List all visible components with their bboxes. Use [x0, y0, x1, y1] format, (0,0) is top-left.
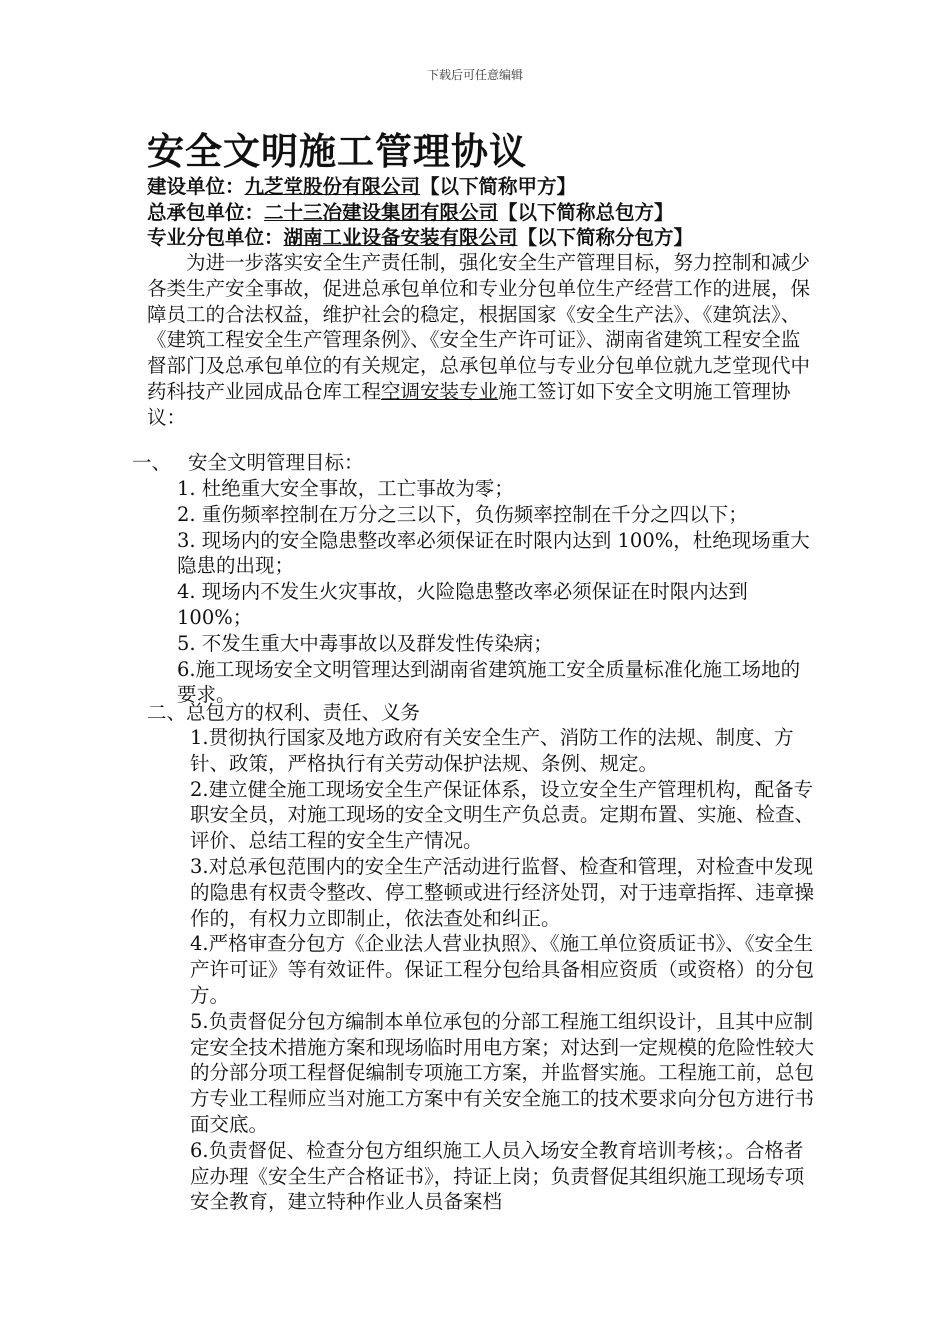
- party-role: 建设单位：: [147, 175, 245, 198]
- intro-paragraph: [147, 250, 817, 431]
- party-role: 专业分包单位：: [147, 226, 284, 249]
- section-title: 安全文明管理目标：: [188, 451, 364, 474]
- party-name: 湖南工业设备安装有限公司: [283, 226, 518, 249]
- list-item: 5.负责督促分包方编制本单位承包的分部工程施工组织设计，且其中应制定安全技术措施方案和现场临时用电方案；对达到一定规模的危险性较大的分部分项工程督促编制专项施工方案，并监督实施。工程施工前，总包方专业工程师应当对施工方案中有关安全施工的技术要求向分包方进行书面交底。: [190, 1009, 815, 1136]
- list-item: 3.对总承包范围内的安全生产活动进行监督、检查和管理，对检查中发现的隐患有权责令整改、停工整顿或进行经济处罚，对于违章指挥、违章操作的，有权力立即制止，依法查处和纠正。: [190, 854, 815, 930]
- intro-text: 为进一步落实安全生产责任制，强化安全生产管理目标，努力控制和减少各类生产安全事故，促进总承包单位和专业分包单位生产经营工作的进展，保障员工的合法权益，维护社会的稳定，根据国家《安全生产法》、《建筑法》、《建筑工程安全生产管理条例》、《安全生产许可证》、湖南省建筑工程安全监督部门及总承包单位的有关规定，总承包单位与专业分包单位就九芝堂现代中药科技产业园成品仓库工程: [147, 251, 811, 403]
- list-item: 4.严格审查分包方《企业法人营业执照》、《施工单位资质证书》、《安全生产许可证》等有效证件。保证工程分包给具备相应资质（或资格）的分包方。: [190, 932, 815, 1007]
- party-alias: 【以下简称分包方】: [517, 226, 694, 249]
- party-role: 总承包单位：: [147, 201, 265, 224]
- list-item: 6.施工现场安全文明管理达到湖南省建筑施工安全质量标准化施工场地的要求。: [177, 657, 801, 707]
- list-item: 1.贯彻执行国家及地方政府有关安全生产、消防工作的法规、制度、方针、政策，严格执行有关劳动保护法规、条例、规定。: [190, 726, 794, 775]
- section-1-heading: [132, 450, 364, 476]
- list-item: 3. 现场内的安全隐患整改率必须保证在时限内达到 100%，杜绝现场重大隐患的出现；: [177, 528, 810, 578]
- section-2-heading: 二、总包方的权利、责任、义务: [147, 701, 421, 724]
- party-name: 九芝堂股份有限公司: [244, 175, 421, 198]
- section-number: 一、: [132, 451, 172, 474]
- party-general-contractor: [147, 200, 674, 226]
- intro-text-end: 施工签订如下安全文明施工管理协议：: [147, 379, 791, 429]
- party-subcontractor: [147, 225, 693, 251]
- intro-underlined-scope: 空调安装专业: [381, 379, 499, 403]
- list-item: 6.负责督促、检查分包方组织施工人员入场安全教育培训考核；。合格者应办理《安全生产合格证书》，持证上岗；负责督促其组织施工现场专项安全教育，建立特种作业人员备案档: [190, 1138, 805, 1214]
- header-note: 下载后可任意编辑: [426, 68, 523, 82]
- document-title: 安全文明施工管理协议: [147, 129, 527, 173]
- party-alias: 【以下简称总包方】: [498, 201, 674, 224]
- list-item: 4. 现场内不发生火灾事故，火险隐患整改率必须保证在时限内达到 100%；: [177, 580, 748, 629]
- section-1-list: [177, 476, 817, 708]
- party-name: 二十三冶建设集团有限公司: [264, 201, 499, 224]
- list-item: 2.建立健全施工现场安全生产保证体系，设立安全生产管理机构，配备专职安全员，对施工现场的安全文明生产负总责。定期布置、实施、检查、评价、总结工程的安全生产情况。: [190, 777, 815, 853]
- party-client: [147, 174, 576, 200]
- list-item: 1. 杜绝重大安全事故，工亡事故为零；: [177, 477, 514, 500]
- list-item: 5. 不发生重大中毒事故以及群发性传染病；: [177, 631, 553, 655]
- party-alias: 【以下简称甲方】: [420, 175, 577, 198]
- list-item: 2. 重伤频率控制在万分之三以下，负伤频率控制在千分之四以下；: [177, 502, 748, 526]
- section-2-list: [190, 725, 820, 1215]
